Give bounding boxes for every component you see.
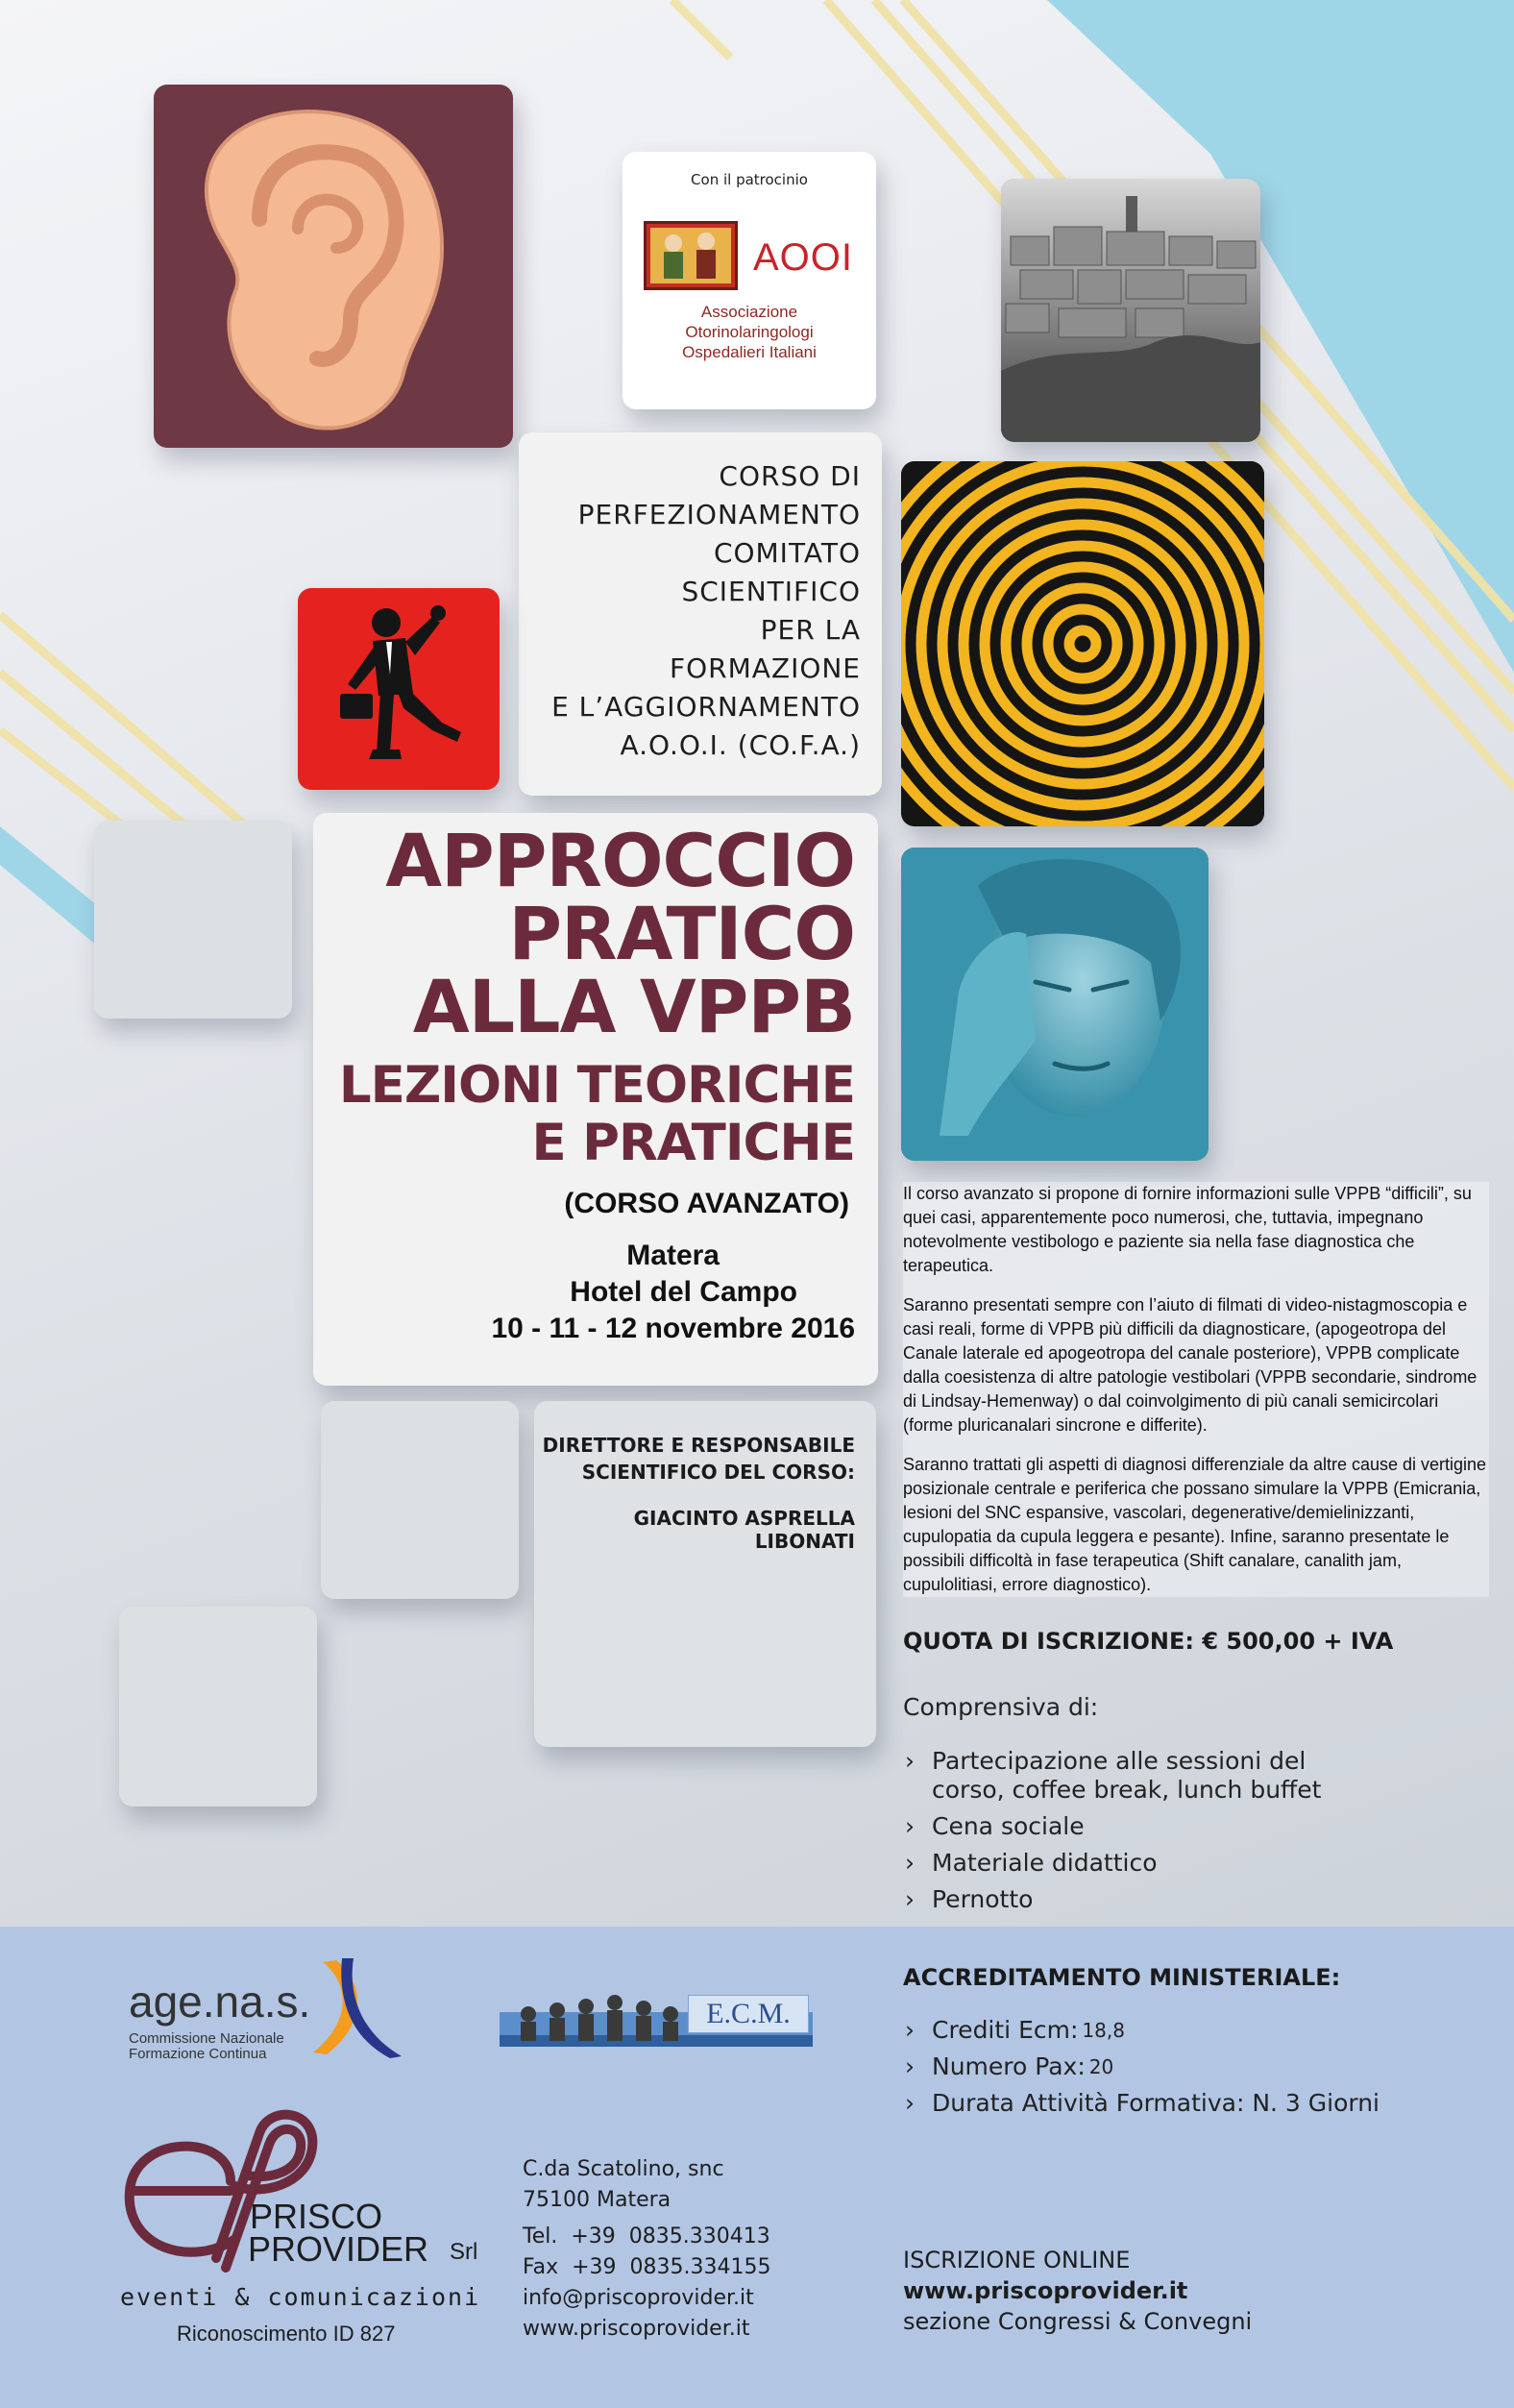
pax-item xyxy=(903,2052,1380,2081)
patrocinio-label: Con il patrocinio xyxy=(691,171,808,188)
list-item: › Pernotto xyxy=(903,1885,1479,1914)
durata-item: › Durata Attività Formativa: N. 3 Giorni xyxy=(903,2089,1380,2118)
fax-line: Fax +39 0835.334155 xyxy=(523,2255,771,2279)
course-title: APPROCCIO PRATICO ALLA VPPB xyxy=(385,818,855,1049)
ear-icon xyxy=(154,85,513,448)
contacts-block xyxy=(523,2154,771,2345)
agenas-swoosh-icon xyxy=(294,1956,409,2062)
accreditamento-title: ACCREDITAMENTO MINISTERIALE: xyxy=(903,1964,1341,1991)
course-dates: 10 - 11 - 12 novembre 2016 xyxy=(491,1313,855,1344)
agenas-logo xyxy=(125,1956,413,2062)
quota-title: QUOTA DI ISCRIZIONE: € 500,00 + IVA xyxy=(903,1628,1394,1655)
director-name: GIACINTO ASPRELLA LIBONATI xyxy=(633,1507,855,1553)
address-line: C.da Scatolino, snc xyxy=(523,2157,724,2181)
description-paragraph: Il corso avanzato si propone di fornire informazioni sulle VPPB “difficili”, su quei casi, apparentemente poco numerosi, che, tuttavia, impegnano notevolmente vestibologo e paziente sia nella fase diagnostica che terapeutica. xyxy=(903,1184,1472,1275)
prisco-srl: Srl xyxy=(450,2239,478,2265)
spiral-image xyxy=(901,461,1264,826)
address-line: 75100 Matera xyxy=(523,2188,672,2212)
iscrizione-label: ISCRIZIONE ONLINE xyxy=(903,2247,1131,2273)
businessman-tile xyxy=(298,588,500,790)
agenas-subtitle: Commissione Nazionale Formazione Continua xyxy=(129,2030,284,2062)
director-card xyxy=(534,1401,876,1747)
prisco-name: PRISCO PROVIDER xyxy=(248,2197,429,2269)
course-city: Matera xyxy=(626,1240,720,1271)
list-item: › Partecipazione alle sessioni del corso, coffee break, lunch buffet xyxy=(903,1747,1364,1805)
agenas-name: age.na.s. xyxy=(129,1977,311,2027)
aooi-acronym: AOOI xyxy=(753,236,854,279)
description-paragraph: Saranno trattati gli aspetti di diagnosi differenziale da altre cause di vertigine posizionale centrale e periferica che possano simulare la VPPB (Emicrania, lesioni del SNC espansive, vascolari, degenerative/demielinizzanti, cupulopatia da cupula leggera e pesante). Infine, saranno presentate le possibili difficoltà in fase terapeutica (Shift canalare, canalith jam, cupulolitiasi, errore diagnostico). xyxy=(903,1455,1487,1594)
matera-city-image xyxy=(1001,179,1260,442)
iscrizione-section: sezione Congressi & Convegni xyxy=(903,2308,1253,2335)
course-venue: Hotel del Campo xyxy=(570,1276,797,1308)
email-link[interactable]: info@priscoprovider.it xyxy=(523,2286,754,2310)
ecm-label: E.C.M. xyxy=(688,1995,809,2033)
woman-headache-image xyxy=(901,848,1209,1161)
list-item: › Materiale didattico xyxy=(903,1849,1479,1878)
iscrizione-url-link[interactable]: www.priscoprovider.it xyxy=(903,2277,1188,2304)
decorative-tile xyxy=(321,1401,519,1599)
aooi-figures-icon xyxy=(647,224,735,287)
title-card xyxy=(313,813,878,1386)
cofa-card xyxy=(519,432,882,796)
headache-woman-photo xyxy=(901,848,1209,1161)
cofa-text: CORSO DI PERFEZIONAMENTO COMITATO SCIENTIFICO PER LA FORMAZIONE E L’AGGIORNAMENTO A.O.O.I. (CO.F.A.) xyxy=(551,460,861,761)
tel-line: Tel. +39 0835.330413 xyxy=(523,2224,770,2248)
prisco-id: Riconoscimento ID 827 xyxy=(177,2322,396,2346)
aooi-name: Associazione Otorinolaringologi Ospedalieri Italiani xyxy=(682,303,817,361)
iscrizione-block xyxy=(903,2245,1252,2337)
dancing-businessman-icon xyxy=(298,588,500,790)
course-subtitle: LEZIONI TEORICHE E PRATICHE xyxy=(338,1056,855,1172)
course-type: (CORSO AVANZATO) xyxy=(564,1188,849,1219)
decorative-tile xyxy=(119,1607,317,1806)
course-description xyxy=(903,1182,1489,1597)
director-heading: DIRETTORE E RESPONSABILE SCIENTIFICO DEL CORSO: xyxy=(542,1434,855,1484)
accreditamento-list xyxy=(903,2016,1380,2118)
ecm-logo xyxy=(500,1979,813,2060)
crediti-item xyxy=(903,2016,1380,2045)
spiral-icon xyxy=(901,461,1264,826)
prisco-provider-logo xyxy=(115,2095,500,2345)
pax-label: Numero Pax: xyxy=(932,2052,1086,2080)
ear-image xyxy=(154,85,513,448)
prisco-tagline: eventi & comunicazioni xyxy=(120,2283,481,2311)
quota-includes-label: Comprensiva di: xyxy=(903,1693,1099,1721)
description-paragraph: Saranno presentati sempre con l’aiuto di filmati di video-nistagmoscopia e casi reali, forme di VPPB più difficili da diagnosticare, (apogeotropa del Canale laterale ed apogeotropa del canale posteriore), VPPB complicate dalla coesistenza di altre patologie vestibolari (VPPB secondarie, sindrome di Lindsay-Hemenway) o dal coinvolgimento di più canali semicircolari (forme pluricanalari sincrone e differite). xyxy=(903,1295,1477,1435)
pax-value: 20 xyxy=(1088,2055,1114,2078)
decorative-tile xyxy=(94,821,292,1019)
matera-photo xyxy=(1001,179,1260,442)
crediti-value: 18,8 xyxy=(1082,2019,1125,2042)
crediti-label: Crediti Ecm: xyxy=(932,2016,1079,2044)
patrocinio-card xyxy=(623,152,876,409)
quota-items-list xyxy=(903,1747,1479,1914)
aooi-logo-image xyxy=(644,221,738,290)
web-link[interactable]: www.priscoprovider.it xyxy=(523,2317,750,2341)
list-item: › Cena sociale xyxy=(903,1812,1479,1841)
